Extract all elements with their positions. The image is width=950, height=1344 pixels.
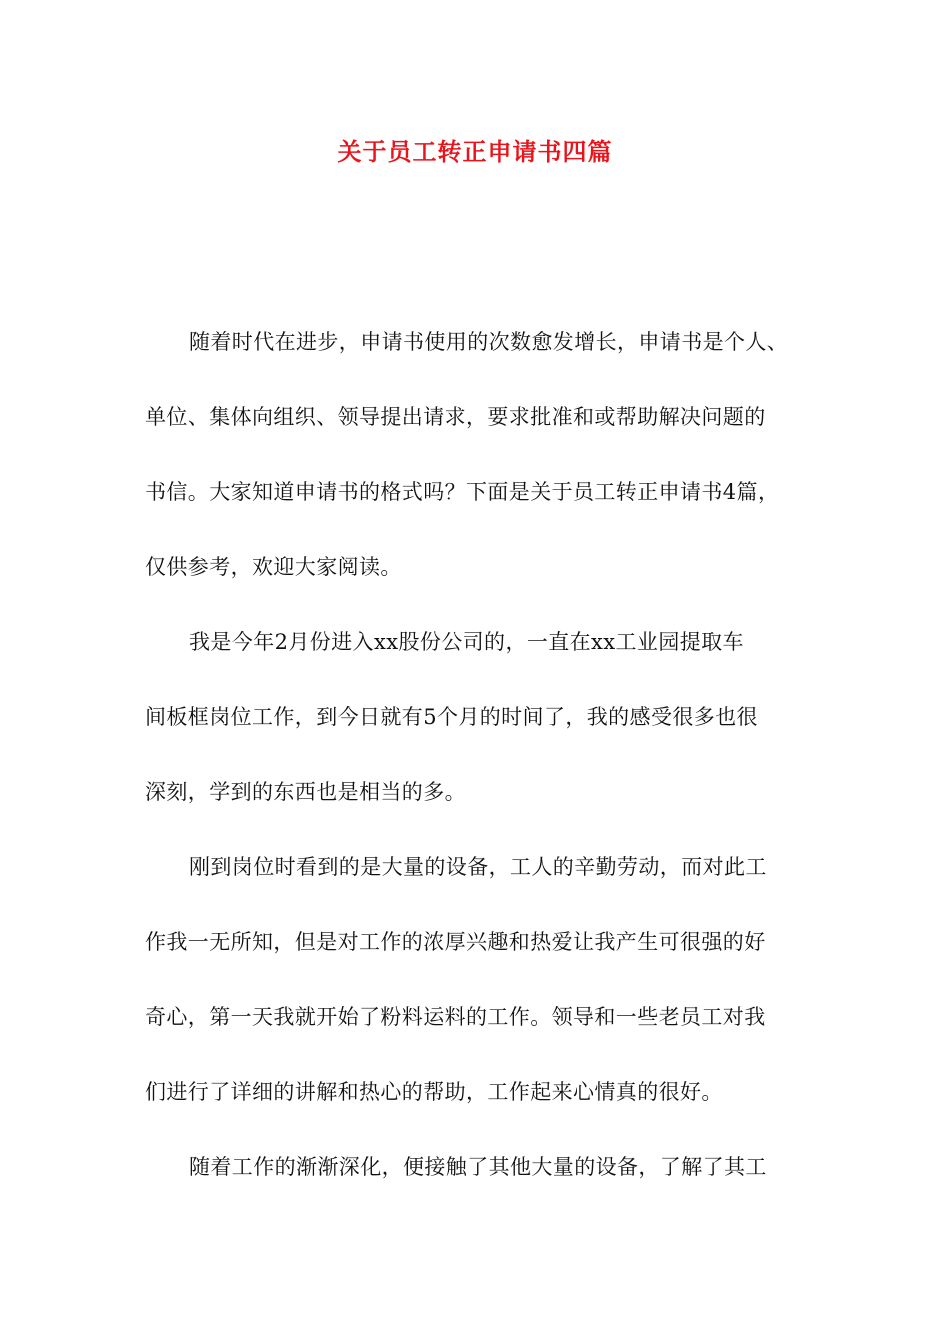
text-line: 书信。大家知道申请书的格式吗？下面是关于员工转正申请书4篇， (145, 480, 780, 504)
paragraph-2 (145, 622, 817, 847)
text-line: 我是今年2月份进入xx股份公司的，一直在xx工业园提取车 (189, 630, 744, 654)
text-line: 间板框岗位工作，到今日就有5个月的时间了，我的感受很多也很 (145, 705, 758, 729)
text-line: 们进行了详细的讲解和热心的帮助，工作起来心情真的很好。 (145, 1080, 723, 1104)
text-line: 随着工作的渐渐深化，便接触了其他大量的设备，了解了其工 (189, 1155, 767, 1179)
text-line: 单位、集体向组织、领导提出请求，要求批准和或帮助解决问题的 (145, 405, 766, 429)
document-title: 关于员工转正申请书四篇 (337, 137, 613, 166)
text-line: 作我一无所知，但是对工作的浓厚兴趣和热爱让我产生可很强的好 (145, 930, 766, 954)
paragraph-4 (145, 1147, 817, 1222)
text-line: 奇心，第一天我就开始了粉料运料的工作。领导和一些老员工对我 (145, 1005, 766, 1029)
paragraph-3 (145, 847, 817, 1147)
text-line: 仅供参考，欢迎大家阅读。 (145, 555, 402, 579)
text-line: 刚到岗位时看到的是大量的设备，工人的辛勤劳动，而对此工 (189, 855, 767, 879)
document-body (145, 322, 817, 1222)
text-line: 随着时代在进步，申请书使用的次数愈发增长，申请书是个人、 (189, 330, 789, 354)
text-line: 深刻，学到的东西也是相当的多。 (145, 780, 466, 804)
paragraph-1 (145, 322, 817, 622)
